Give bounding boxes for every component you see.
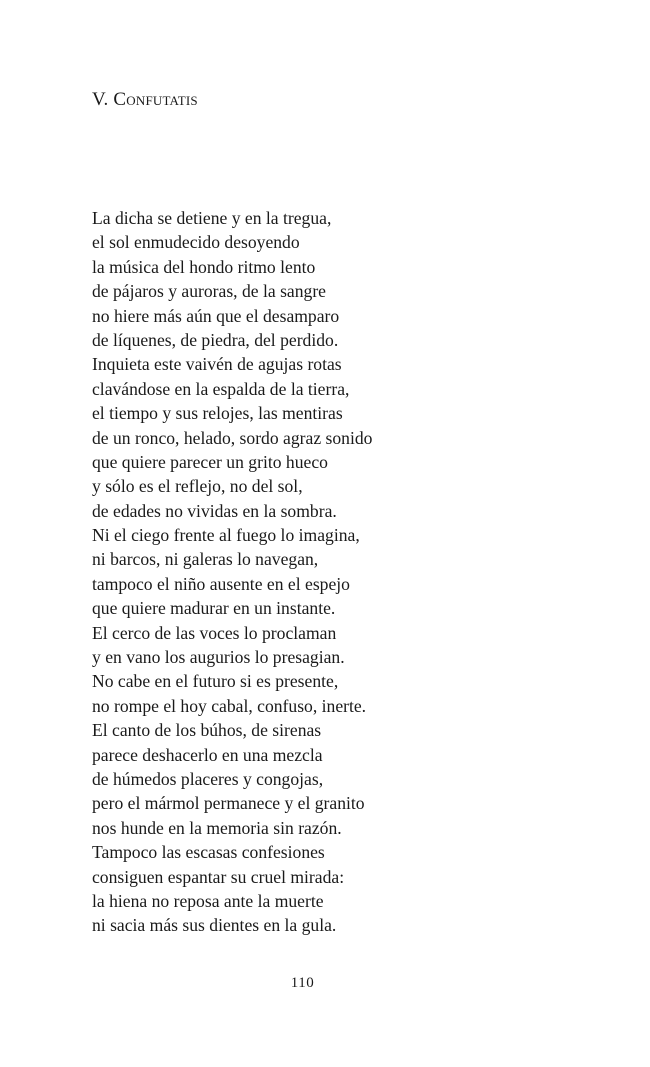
- poem-line: de pájaros y auroras, de la sangre: [92, 281, 326, 302]
- poem-line: Inquieta este vaivén de agujas rotas: [92, 354, 342, 375]
- poem-line: consiguen espantar su cruel mirada:: [92, 866, 345, 887]
- title-word: Confutatis: [113, 89, 198, 110]
- poem-line: ni barcos, ni galeras lo navegan,: [92, 549, 319, 570]
- poem-line: El canto de los búhos, de sirenas: [92, 720, 322, 741]
- poem-title: [92, 89, 198, 111]
- poem-line: la música del hondo ritmo lento: [92, 256, 316, 277]
- poem-line: de líquenes, de piedra, del perdido.: [92, 329, 339, 350]
- poem-line: y en vano los augurios lo presagian.: [92, 647, 345, 668]
- poem-line: Ni el ciego frente al fuego lo imagina,: [92, 525, 360, 546]
- poem-line: no hiere más aún que el desamparo: [92, 305, 340, 326]
- poem-line: que quiere parecer un grito hueco: [92, 451, 328, 472]
- poem-line: y sólo es el reflejo, no del sol,: [92, 476, 303, 497]
- poem-line: el tiempo y sus relojes, las mentiras: [92, 403, 343, 424]
- poem-line: no rompe el hoy cabal, confuso, inerte.: [92, 695, 367, 716]
- poem-body: [92, 206, 372, 938]
- title-numeral: V.: [92, 89, 109, 110]
- poem-line: nos hunde en la memoria sin razón.: [92, 817, 342, 838]
- poem-line: No cabe en el futuro si es presente,: [92, 671, 339, 692]
- poem-line: que quiere madurar en un instante.: [92, 598, 336, 619]
- poem-line: Tampoco las escasas confesiones: [92, 842, 325, 863]
- page-number: 110: [290, 975, 315, 991]
- poem-line: de edades no vividas en la sombra.: [92, 500, 337, 521]
- poem-line: El cerco de las voces lo proclaman: [92, 622, 337, 643]
- poem-line: el sol enmudecido desoyendo: [92, 232, 300, 253]
- poem-line: clavándose en la espalda de la tierra,: [92, 378, 350, 399]
- poem-line: La dicha se detiene y en la tregua,: [92, 208, 332, 228]
- poem-line: parece deshacerlo en una mezcla: [92, 744, 323, 765]
- poem-line: tampoco el niño ausente en el espejo: [92, 573, 350, 594]
- poem-line: de húmedos placeres y congojas,: [92, 768, 324, 789]
- poem-line: de un ronco, helado, sordo agraz sonido: [92, 427, 373, 448]
- poem-line: la hiena no reposa ante la muerte: [92, 890, 324, 911]
- poem-line: pero el mármol permanece y el granito: [92, 793, 365, 814]
- poem-line: ni sacia más sus dientes en la gula.: [92, 915, 337, 936]
